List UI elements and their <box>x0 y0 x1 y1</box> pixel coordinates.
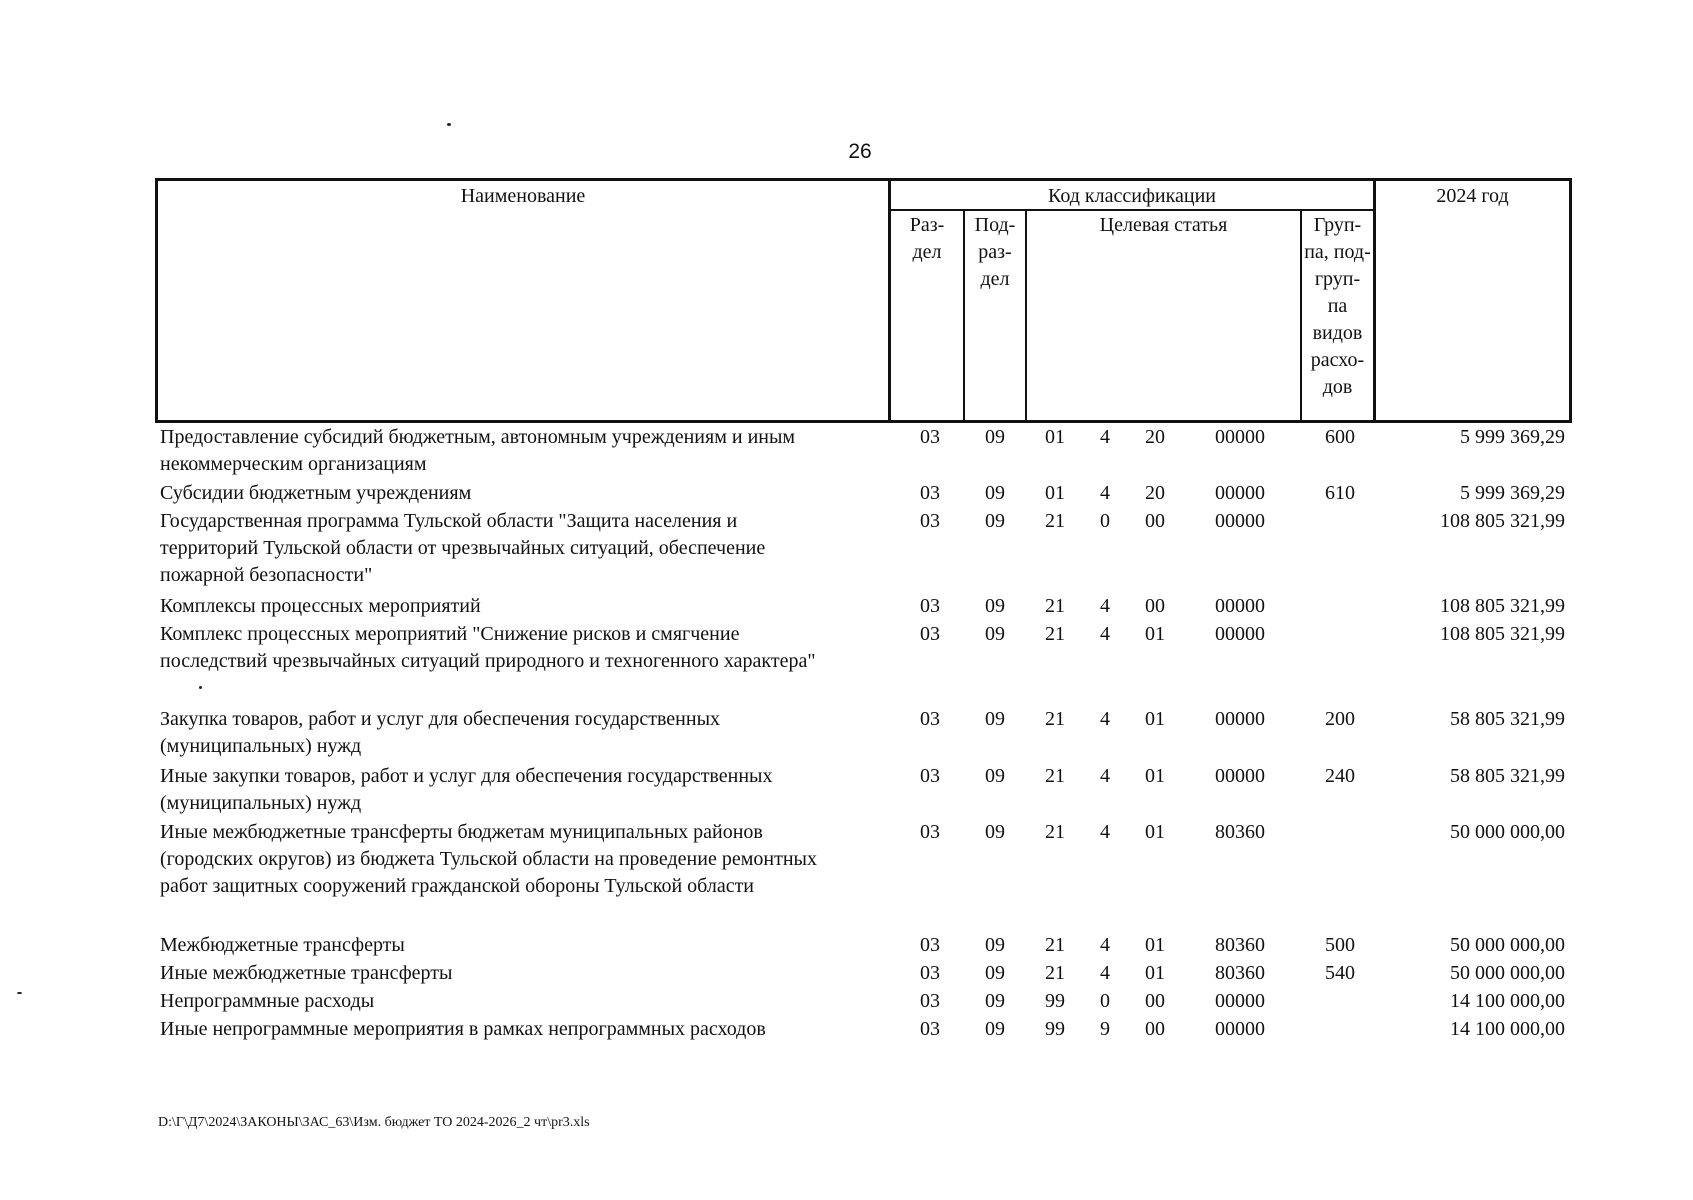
row-article-part3: 00 <box>1145 990 1165 1012</box>
row-article-part2: 4 <box>1100 623 1110 645</box>
row-razdel: 03 <box>920 482 940 504</box>
scan-speck <box>199 686 202 689</box>
row-amount: 50 000 000,00 <box>1450 821 1565 843</box>
row-podrazdel: 09 <box>985 821 1005 843</box>
row-amount: 50 000 000,00 <box>1450 934 1565 956</box>
row-article-part1: 99 <box>1045 990 1065 1012</box>
row-name: Иные закупки товаров, работ и услуг для обеспечения государственных (муниципальных) нужд <box>160 765 773 814</box>
row-podrazdel: 09 <box>985 623 1005 645</box>
row-razdel: 03 <box>920 990 940 1012</box>
row-article-part2: 0 <box>1100 990 1110 1012</box>
row-article-part2: 4 <box>1100 426 1110 448</box>
row-podrazdel: 09 <box>985 426 1005 448</box>
row-article-part3: 20 <box>1145 482 1165 504</box>
header-podrazdel: Под- раз- дел <box>974 214 1016 290</box>
header-target-article: Целевая статья <box>1099 214 1228 236</box>
row-name: Иные непрограммные мероприятия в рамках непрограммных расходов <box>160 1018 766 1040</box>
row-amount: 5 999 369,29 <box>1460 426 1565 448</box>
row-name: Непрограммные расходы <box>160 990 375 1012</box>
row-article-part1: 01 <box>1045 426 1065 448</box>
row-article-part4: 00000 <box>1215 623 1265 645</box>
row-razdel: 03 <box>920 962 940 984</box>
header-name: Наименование <box>460 185 586 207</box>
row-article-part4: 80360 <box>1215 821 1265 843</box>
row-group: 240 <box>1325 765 1355 787</box>
row-name: Предоставление субсидий бюджетным, автономным учреждениям и иным некоммерческим организациям <box>160 426 796 475</box>
row-podrazdel: 09 <box>985 482 1005 504</box>
row-razdel: 03 <box>920 708 940 730</box>
row-article-part1: 21 <box>1045 934 1065 956</box>
row-razdel: 03 <box>920 765 940 787</box>
header-year: 2024 год <box>1436 185 1509 207</box>
row-amount: 108 805 321,99 <box>1440 510 1565 532</box>
row-amount: 108 805 321,99 <box>1440 623 1565 645</box>
row-podrazdel: 09 <box>985 1018 1005 1040</box>
row-podrazdel: 09 <box>985 990 1005 1012</box>
row-article-part4: 00000 <box>1215 482 1265 504</box>
row-amount: 5 999 369,29 <box>1460 482 1565 504</box>
row-article-part1: 21 <box>1045 510 1065 532</box>
row-article-part3: 01 <box>1145 934 1165 956</box>
header-divider <box>1373 181 1376 423</box>
row-name: Закупка товаров, работ и услуг для обеспечения государственных (муниципальных) нужд <box>160 708 721 757</box>
row-article-part4: 80360 <box>1215 934 1265 956</box>
row-razdel: 03 <box>920 595 940 617</box>
row-article-part4: 00000 <box>1215 990 1265 1012</box>
row-article-part3: 01 <box>1145 765 1165 787</box>
row-podrazdel: 09 <box>985 510 1005 532</box>
row-amount: 58 805 321,99 <box>1450 708 1565 730</box>
row-article-part4: 00000 <box>1215 595 1265 617</box>
row-amount: 14 100 000,00 <box>1450 990 1565 1012</box>
row-name: Иные межбюджетные трансферты <box>160 962 453 984</box>
row-article-part2: 4 <box>1100 821 1110 843</box>
row-article-part2: 9 <box>1100 1018 1110 1040</box>
row-name: Межбюджетные трансферты <box>160 934 405 956</box>
row-article-part4: 80360 <box>1215 962 1265 984</box>
row-group: 600 <box>1325 426 1355 448</box>
row-article-part3: 01 <box>1145 708 1165 730</box>
row-article-part1: 21 <box>1045 962 1065 984</box>
row-article-part3: 00 <box>1145 595 1165 617</box>
header-razdel: Раз- дел <box>909 214 945 263</box>
row-article-part3: 00 <box>1145 1018 1165 1040</box>
row-article-part2: 0 <box>1100 510 1110 532</box>
row-podrazdel: 09 <box>985 765 1005 787</box>
row-article-part3: 01 <box>1145 821 1165 843</box>
row-article-part2: 4 <box>1100 595 1110 617</box>
row-article-part4: 00000 <box>1215 510 1265 532</box>
row-podrazdel: 09 <box>985 708 1005 730</box>
row-razdel: 03 <box>920 821 940 843</box>
row-article-part2: 4 <box>1100 708 1110 730</box>
row-article-part3: 20 <box>1145 426 1165 448</box>
row-amount: 14 100 000,00 <box>1450 1018 1565 1040</box>
header-group: Груп- па, под- груп- па видов расхо- дов <box>1304 214 1371 398</box>
row-article-part1: 21 <box>1045 821 1065 843</box>
row-amount: 108 805 321,99 <box>1440 595 1565 617</box>
row-article-part2: 4 <box>1100 765 1110 787</box>
row-group: 610 <box>1325 482 1355 504</box>
row-article-part1: 21 <box>1045 595 1065 617</box>
row-group: 540 <box>1325 962 1355 984</box>
row-name: Иные межбюджетные трансферты бюджетам муниципальных районов (городских округов) из бюджета Тульской области на проведение ремонтных работ защитных сооружений гражданской обороны Тульской области <box>160 821 817 897</box>
row-article-part3: 00 <box>1145 510 1165 532</box>
row-article-part1: 21 <box>1045 765 1065 787</box>
row-group: 200 <box>1325 708 1355 730</box>
scan-speck <box>17 992 22 994</box>
row-article-part3: 01 <box>1145 623 1165 645</box>
row-razdel: 03 <box>920 426 940 448</box>
row-podrazdel: 09 <box>985 595 1005 617</box>
row-article-part1: 99 <box>1045 1018 1065 1040</box>
table-header <box>155 178 1572 423</box>
row-razdel: 03 <box>920 934 940 956</box>
row-article-part4: 00000 <box>1215 708 1265 730</box>
row-razdel: 03 <box>920 510 940 532</box>
header-divider <box>1025 210 1027 423</box>
row-group: 500 <box>1325 934 1355 956</box>
row-article-part1: 01 <box>1045 482 1065 504</box>
file-path-footer: D:\Г\Д7\2024\ЗАКОНЫ\ЗАС_63\Изм. бюджет ТО 2024-2026_2 чт\pr3.xls <box>158 1115 590 1130</box>
row-article-part4: 00000 <box>1215 426 1265 448</box>
header-code-group: Код классификации <box>1047 185 1217 207</box>
row-razdel: 03 <box>920 623 940 645</box>
row-amount: 58 805 321,99 <box>1450 765 1565 787</box>
row-article-part1: 21 <box>1045 623 1065 645</box>
row-name: Комплексы процессных мероприятий <box>160 595 481 617</box>
row-name: Комплекс процессных мероприятий "Снижение рисков и смягчение последствий чрезвычайных ситуаций природного и техногенного характера" <box>160 623 816 672</box>
row-article-part2: 4 <box>1100 962 1110 984</box>
row-name: Государственная программа Тульской области "Защита населения и территорий Тульской области от чрезвычайных ситуаций, обеспечение пожарной безопасности" <box>160 510 766 586</box>
row-article-part3: 01 <box>1145 962 1165 984</box>
row-name: Субсидии бюджетным учреждениям <box>160 482 472 504</box>
row-article-part4: 00000 <box>1215 765 1265 787</box>
row-podrazdel: 09 <box>985 934 1005 956</box>
row-article-part2: 4 <box>1100 482 1110 504</box>
row-article-part1: 21 <box>1045 708 1065 730</box>
row-article-part2: 4 <box>1100 934 1110 956</box>
scan-speck <box>447 123 451 126</box>
row-podrazdel: 09 <box>985 962 1005 984</box>
row-amount: 50 000 000,00 <box>1450 962 1565 984</box>
row-article-part4: 00000 <box>1215 1018 1265 1040</box>
page-number: 26 <box>848 140 872 163</box>
row-razdel: 03 <box>920 1018 940 1040</box>
